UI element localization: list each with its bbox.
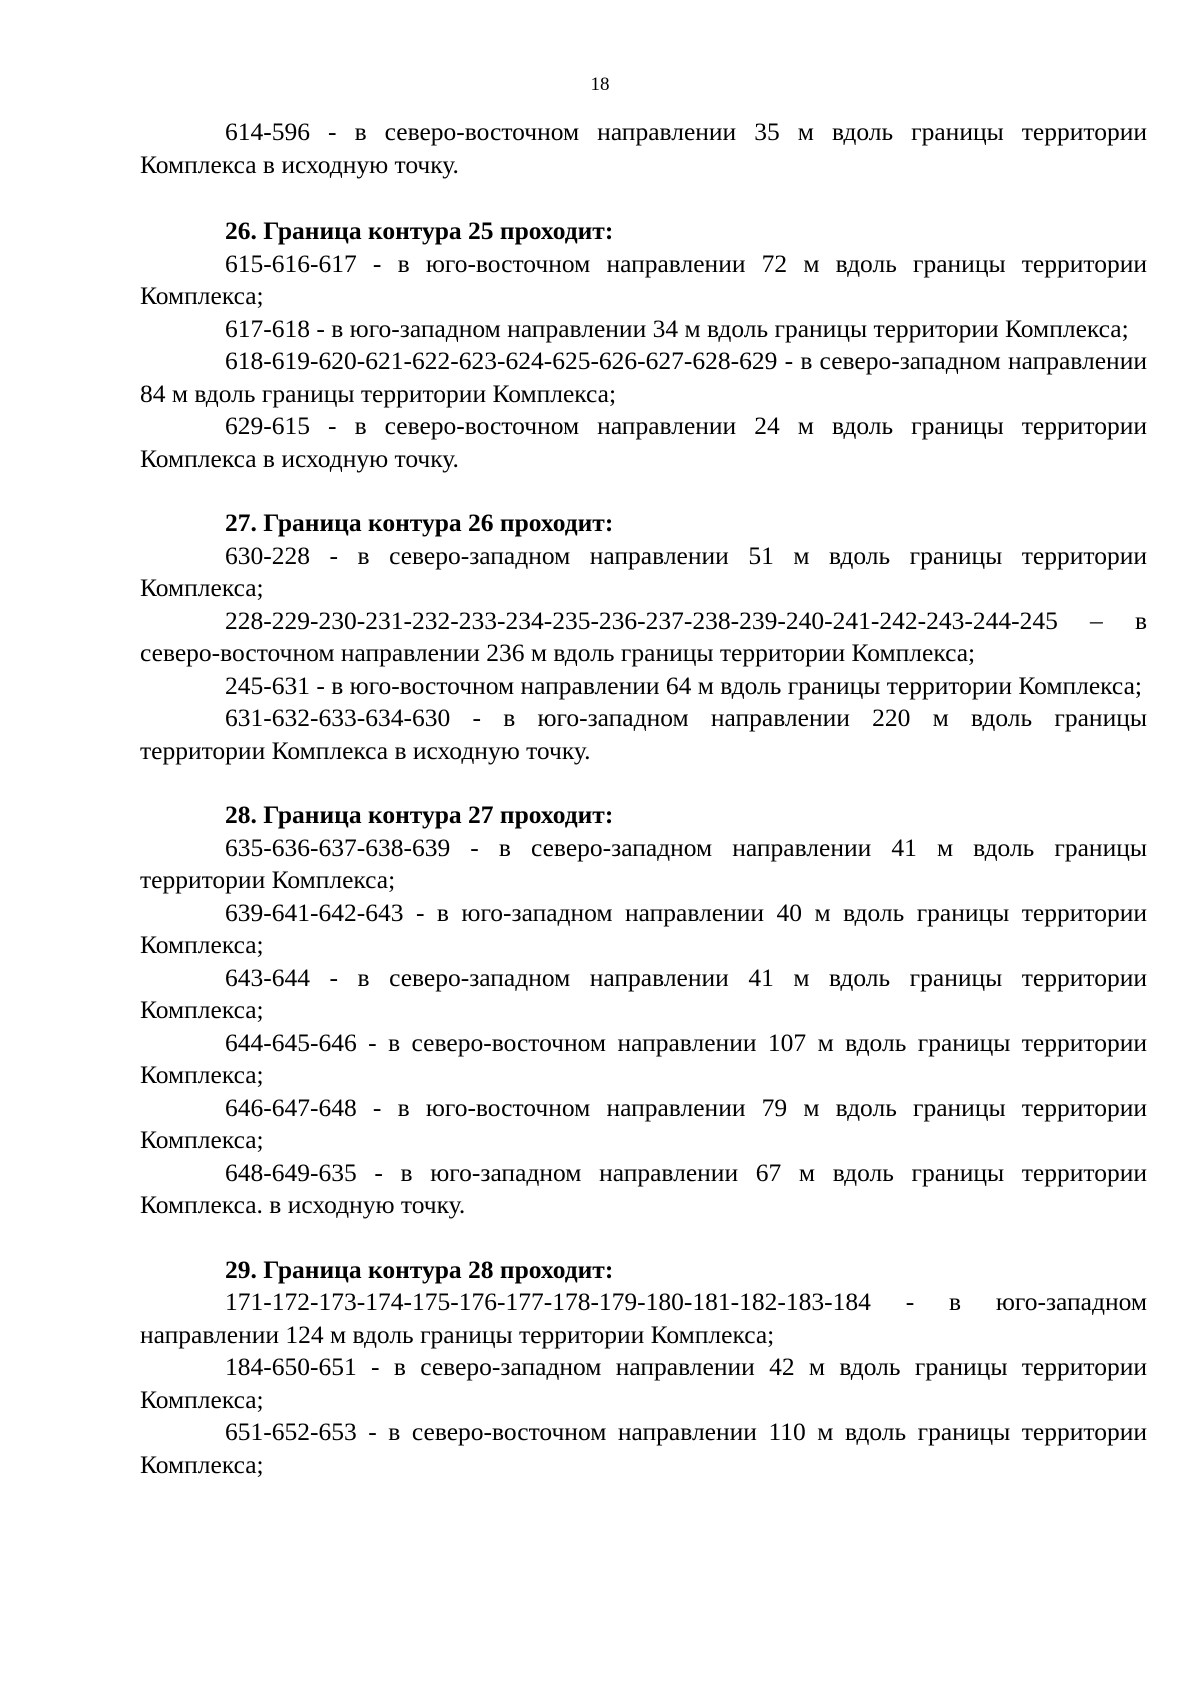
paragraph: 639-641-642-643 - в юго-западном направлении 40 м вдоль границы территории Комплекса;: [140, 897, 1147, 959]
paragraph: 184-650-651 - в северо-западном направлении 42 м вдоль границы территории Комплекса;: [140, 1352, 1147, 1414]
section-heading: 26. Граница контура 25 проходит:: [225, 216, 614, 245]
section-heading: 28. Граница контура 27 проходит:: [225, 800, 614, 829]
paragraph: 643-644 - в северо-западном направлении 41 м вдоль границы территории Комплекса;: [140, 962, 1147, 1024]
paragraph: 629-615 - в северо-восточном направлении 24 м вдоль границы территории Комплекса в исходную точку.: [140, 411, 1147, 473]
paragraph: 648-649-635 - в юго-западном направлении 67 м вдоль границы территории Комплекса. в исходную точку.: [140, 1157, 1147, 1219]
paragraph: 615-616-617 - в юго-восточном направлении 72 м вдоль границы территории Комплекса;: [140, 248, 1147, 310]
paragraph: 631-632-633-634-630 - в юго-западном направлении 220 м вдоль границы территории Комплекса в исходную точку.: [140, 703, 1147, 765]
paragraph: 644-645-646 - в северо-восточном направлении 107 м вдоль границы территории Комплекса;: [140, 1027, 1147, 1089]
paragraph: 618-619-620-621-622-623-624-625-626-627-628-629 - в северо-западном направлении 84 м вдоль границы территории Комплекса;: [140, 346, 1147, 408]
paragraph: 646-647-648 - в юго-восточном направлении 79 м вдоль границы территории Комплекса;: [140, 1092, 1147, 1154]
paragraph: 651-652-653 - в северо-восточном направлении 110 м вдоль границы территории Комплекса;: [140, 1417, 1147, 1479]
document-body: [140, 116, 1147, 1481]
page-number: 18: [590, 74, 610, 95]
section-heading: 27. Граница контура 26 проходит:: [225, 508, 614, 537]
paragraph: 245-631 - в юго-восточном направлении 64 м вдоль границы территории Комплекса;: [225, 670, 1142, 700]
paragraph: 171-172-173-174-175-176-177-178-179-180-181-182-183-184 - в юго-западном направлении 124 м вдоль границы территории Комплекса;: [140, 1287, 1147, 1349]
paragraph: 635-636-637-638-639 - в северо-западном направлении 41 м вдоль границы территории Комплекса;: [140, 832, 1147, 894]
section-heading: 29. Граница контура 28 проходит:: [225, 1254, 614, 1284]
paragraph: 617-618 - в юго-западном направлении 34 м вдоль границы территории Комплекса;: [225, 313, 1129, 343]
paragraph: 614-596 - в северо-восточном направлении 35 м вдоль границы территории Комплекса в исходную точку.: [140, 117, 1147, 179]
paragraph: 630-228 - в северо-западном направлении 51 м вдоль границы территории Комплекса;: [140, 540, 1147, 602]
paragraph: 228-229-230-231-232-233-234-235-236-237-238-239-240-241-242-243-244-245 – в северо-восточном направлении 236 м вдоль границы территории Комплекса;: [140, 605, 1147, 667]
